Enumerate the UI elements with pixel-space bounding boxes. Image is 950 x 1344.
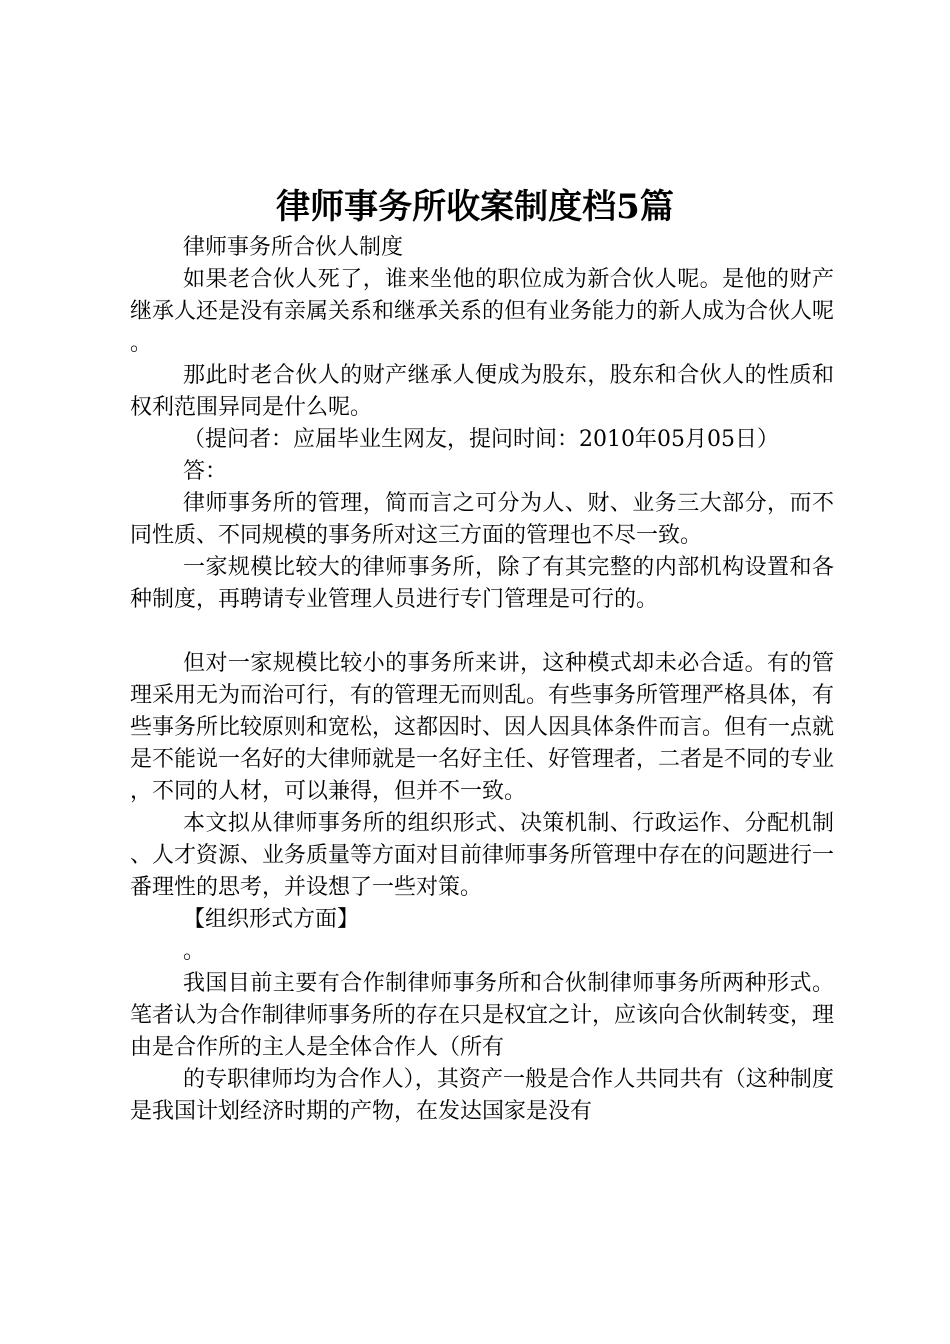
paragraph-period: 。 xyxy=(183,939,206,964)
paragraph-article-scope: 本文拟从律师事务所的组织形式、决策机制、行政运作、分配机制、人才资源、业务质量等方面对目前律师事务所管理中存在的问题进行一番理性的思考，并设想了一些对策。 xyxy=(130,811,835,900)
paragraph-section-organization: 【组织形式方面】 xyxy=(183,907,360,932)
paragraph-cooperative-assets: 的专职律师均为合作人），其资产一般是合作人共同共有（这种制度是我国计划经济时期的产物，在发达国家是没有 xyxy=(130,1067,834,1124)
paragraph-answer-label: 答： xyxy=(183,459,228,484)
paragraph-management-overview: 律师事务所的管理，简而言之可分为人、财、业务三大部分，而不同性质、不同规模的事务所对这三方面的管理也不尽一致。 xyxy=(130,491,834,548)
paragraph-question-followup: 那此时老合伙人的财产继承人便成为股东，股东和合伙人的性质和权利范围异同是什么呢。 xyxy=(130,363,834,420)
paragraph-firm-forms: 我国目前主要有合作制律师事务所和合伙制律师事务所两种形式。笔者认为合作制律师事务所的存在只是权宜之计，应该向合伙制转变，理由是合作所的主人是全体合作人（所有 xyxy=(130,971,835,1060)
document-title: 律师事务所收案制度档5篇 xyxy=(276,187,674,227)
paragraph-question: 如果老合伙人死了，谁来坐他的职位成为新合伙人呢。是他的财产继承人还是没有亲属关系和继承关系的但有业务能力的新人成为合伙人呢。 xyxy=(130,267,835,356)
paragraph-heading-partner-system: 律师事务所合伙人制度 xyxy=(183,235,404,260)
paragraph-large-firm: 一家规模比较大的律师事务所，除了有其完整的内部机构设置和各种制度，再聘请专业管理人员进行专门管理是可行的。 xyxy=(130,555,834,612)
paragraph-asker-info: （提问者：应届毕业生网友，提问时间：2010年05月05日） xyxy=(183,427,779,452)
paragraph-small-firm: 但对一家规模比较小的事务所来讲，这种模式却未必合适。有的管理采用无为而治可行，有的管理无而则乱。有些事务所管理严格具体，有些事务所比较原则和宽松，这都因时、因人因具体条件而言。但有一点就是不能说一名好的大律师就是一名好主任、好管理者，二者是不同的专业，不同的人材，可以兼得，但并不一致。 xyxy=(130,651,835,804)
document-body xyxy=(130,232,834,1128)
